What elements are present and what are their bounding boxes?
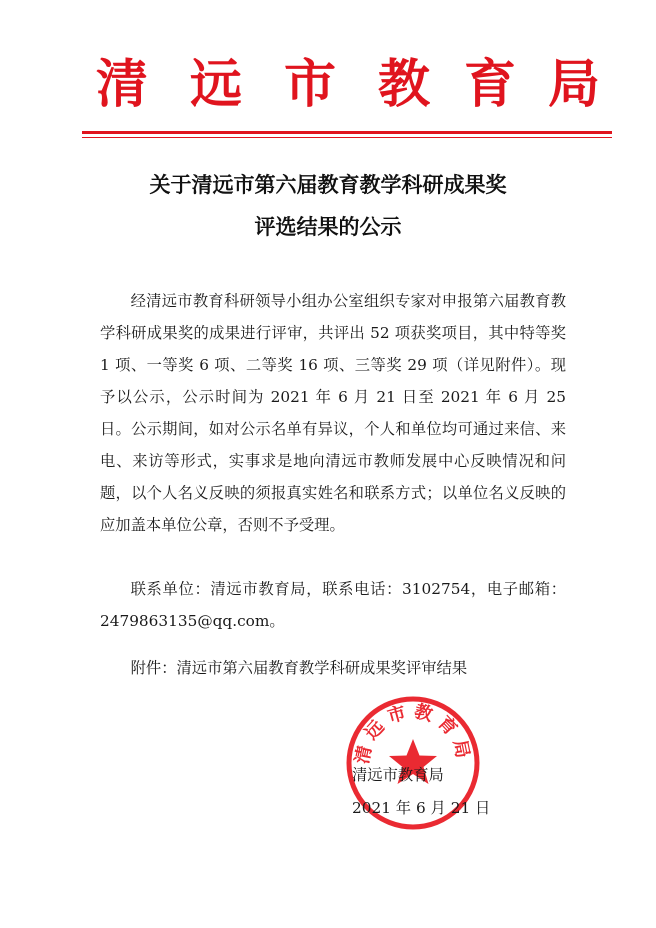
body-paragraph: 经清远市教育科研领导小组办公室组织专家对申报第六届教育教学科研成果奖的成果进行评审，共评出 52 项获奖项目，其中特等奖 1 项、一等奖 6 项、二等奖 16 项、三等奖 29 项（详见附件）。现予以公示，公示时间为 2021 年 6 月 21 日至 2021 年 6 月 25 日。公示期间，如对公示名单有异议，个人和单位均可通过来信、来电、来访等形式，实事求是地向清远市教师发展中心反映情况和问题，以个人名义反映的须报真实姓名和联系方式；以单位名义反映的应加盖本单位公章，否则不予受理。 bbox=[100, 292, 566, 534]
seal-text: 清远市教育局 bbox=[351, 700, 475, 766]
letterhead-char: 育 bbox=[464, 54, 517, 115]
letterhead-char: 局 bbox=[548, 54, 601, 115]
letterhead-char: 远 bbox=[190, 54, 243, 115]
letterhead-char: 市 bbox=[284, 54, 337, 115]
letterhead bbox=[0, 52, 656, 118]
letterhead-char: 清 bbox=[96, 54, 149, 115]
letterhead-char: 教 bbox=[378, 54, 431, 115]
attachment-line: 附件：清远市第六届教育教学科研成果奖评审结果 bbox=[130, 659, 468, 677]
signature-organization: 清远市教育局 bbox=[352, 766, 444, 784]
document-title-line-1: 关于清远市第六届教育教学科研成果奖 bbox=[149, 172, 507, 197]
header-rule-thin bbox=[82, 137, 612, 138]
header-rule-thick bbox=[82, 131, 612, 134]
signature-date: 2021 年 6 月 21 日 bbox=[352, 799, 491, 817]
document-title-line-2: 评选结果的公示 bbox=[254, 214, 402, 239]
contact-paragraph: 联系单位：清远市教育局，联系电话：3102754，电子邮箱：2479863135@qq.com。 bbox=[100, 580, 566, 630]
